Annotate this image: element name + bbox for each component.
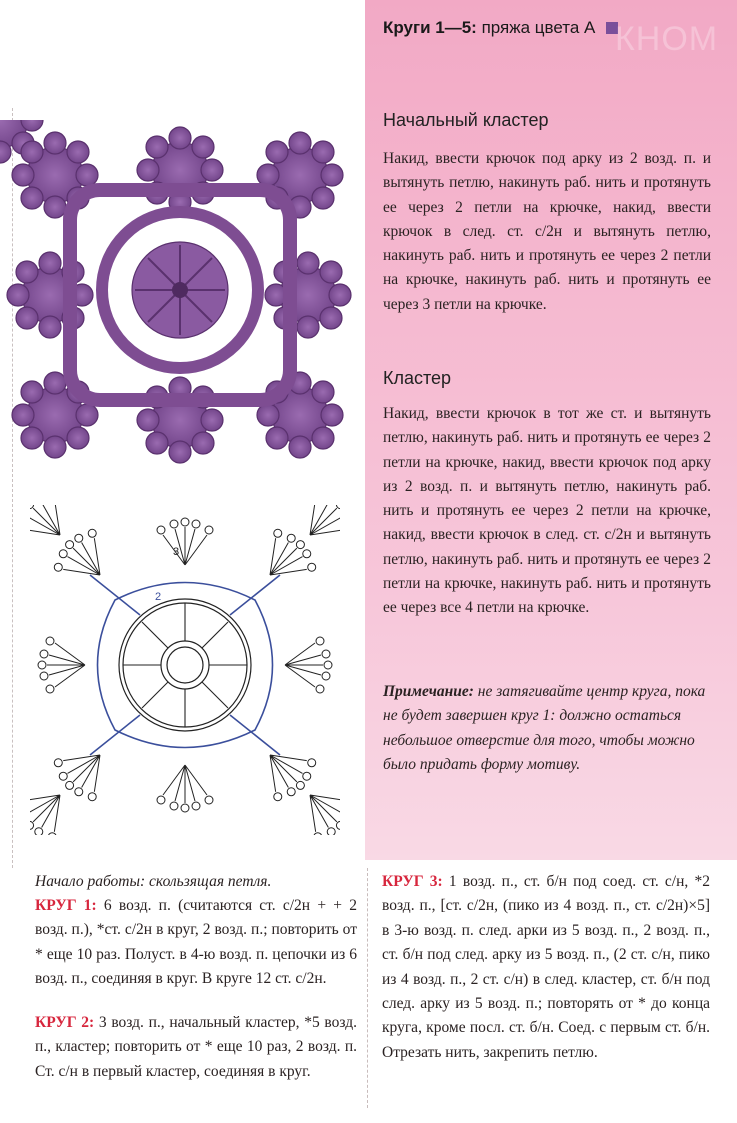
round-2-block xyxy=(35,1011,357,1084)
round-3-text: 1 возд. п., ст. б/н под соед. ст. с/н, *2 возд. п., [ст. с/2н, (пико из 4 возд. п., ст. с/2н)×5] в 3-ю возд. п. след. арки из 5 возд. п., 2 возд. п., ст. б/н под след. арку из 5 возд. п., (2 ст. с/н, пико из 4 возд. п., 2 ст. с/н) в след. кластер, ст. б/н под след. арку из 5 возд. п.; повторять от * до конца круга, кроме посл. ст. б/н. Соед. с первым ст. б/н. Отрезать нить, закрепить петлю. xyxy=(382,873,710,1061)
round-3-block xyxy=(382,870,710,1065)
cluster-text: Накид, ввести крючок в тот же ст. и вытянуть петлю, накинуть раб. нить и протянуть ее через 2 петли на крючке, накид, ввести крючок под арку из 2 возд. п. и вытянуть петлю, накинуть раб. нить и протянуть ее через 2 петли на крючке, накид, ввести крючок в след. ст. с/2н и вытянуть петлю, накинуть раб. нить и протянуть ее через 2 петли на крючке, накинуть раб. нить и протянуть ее через все 4 петли на крючке. xyxy=(383,405,711,617)
diagram-round-2-label: 2 xyxy=(155,591,162,603)
crochet-motif-photo xyxy=(0,120,360,465)
crochet-diagram xyxy=(30,505,340,835)
round-2-text: 3 возд. п., начальный кластер, *5 возд. п., кластер; повторить от * еще 10 раз, 2 возд. п. Ст. с/н в первый кластер, соединяя в круг. xyxy=(35,1014,357,1080)
round-3-label: КРУГ 3: xyxy=(382,873,443,890)
rounds-header-rest: пряжа цвета А xyxy=(481,18,596,37)
watermark: КНОМ xyxy=(615,20,719,58)
note-text: не затягивайте центр круга, пока не будет завершен круг 1: должно остаться небольшое отверстие для того, чтобы можно было придать форму мотиву. xyxy=(383,683,706,773)
rounds-header xyxy=(383,18,618,38)
round-1-block xyxy=(35,894,357,992)
column-divider xyxy=(367,868,369,1108)
section-title-cluster: Кластер xyxy=(383,368,452,388)
note-block xyxy=(383,680,708,777)
start-cluster-text: Накид, ввести крючок под арку из 2 возд. п. и вытянуть петлю, накинуть раб. нить и протянуть ее через 2 петли на крючке, накид, ввести крючок в след. ст. с/2н и вытянуть петлю, накинуть раб. нить и протянуть ее через 2 петли на крючке, накинуть раб. нить и протянуть ее через 3 петли на крючке. xyxy=(383,150,711,313)
round-1-text: 6 возд. п. (считаются ст. с/2н + + 2 возд. п.), *ст. с/2н в круг, 2 возд. п.; повторить от * еще 10 раз. Полуст. в 4-ю возд. п. цепочки из 6 возд. п., соединяя в круг. В круге 12 ст. с/2н. xyxy=(35,897,357,988)
note-label: Примечание: xyxy=(383,683,474,700)
start-work-text: Начало работы: скользящая петля. xyxy=(35,873,272,890)
round-1-label: КРУГ 1: xyxy=(35,897,97,914)
section-title-start-cluster: Начальный кластер xyxy=(383,110,549,130)
diagram-round-3-label: 3 xyxy=(173,546,180,558)
round-2-label: КРУГ 2: xyxy=(35,1014,95,1031)
rounds-header-bold: Круги 1—5: xyxy=(383,18,477,37)
